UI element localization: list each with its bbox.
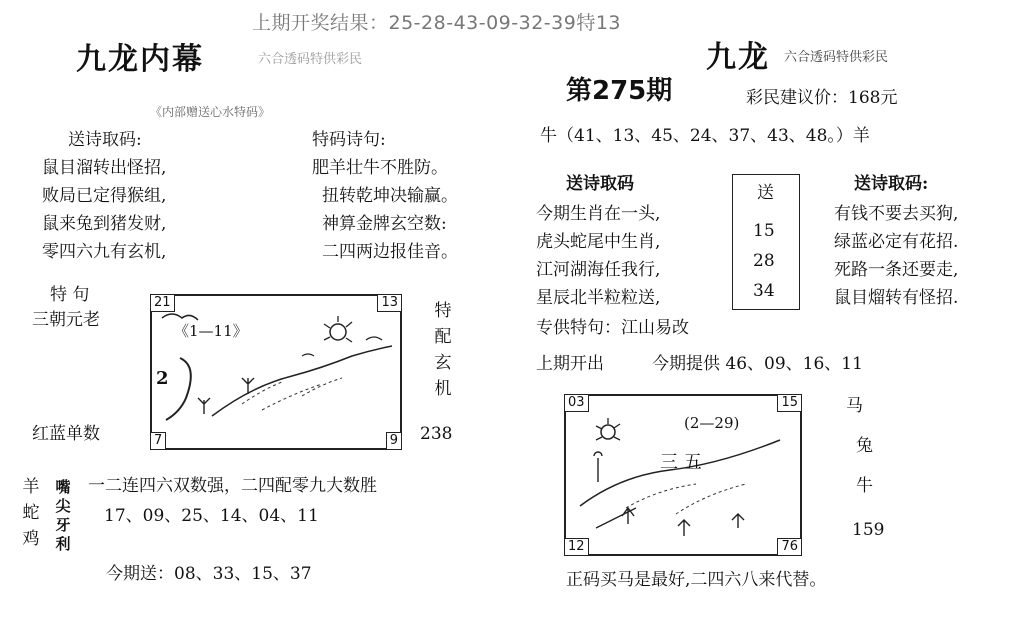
vertical-special-label: 特配玄机 [434, 301, 452, 399]
right-poem2-line-4: 鼠目熘转有怪招. [834, 288, 959, 308]
left-poem-heading: 送诗取码: [68, 130, 142, 150]
suggested-price: 彩民建议价：168元 [746, 88, 898, 108]
send-box-label: 送 [757, 183, 774, 203]
left-panel-corner-tl: 21 [150, 294, 175, 312]
left-note: 《内部赠送心水特码》 [150, 105, 271, 119]
left-panel-corner-br: 9 [386, 432, 402, 450]
right-poem2-heading: 送诗取码: [854, 174, 929, 194]
side-value: 159 [852, 520, 885, 540]
special-label: 特 句 [50, 285, 90, 305]
right-poem2-line-3: 死路一条还要走, [834, 260, 959, 280]
right-poem2-line-2: 绿蓝必定有花招. [834, 232, 959, 252]
send-number-box [732, 174, 800, 310]
right-panel-formula: (2—29) [684, 414, 740, 432]
right-panel-mid-text: 三 五 [660, 452, 702, 473]
right-poem-heading: 送诗取码 [566, 174, 634, 194]
side-zodiac-2: 兔 [856, 436, 873, 456]
right-special-line: 专供特句：江山易改 [536, 318, 689, 338]
strong-line: 一二连四六双数强，二四配零九大数胜 [88, 476, 377, 496]
zodiac-item: 羊 [22, 477, 40, 497]
right-poem2-line-1: 有钱不要去买狗, [834, 204, 959, 224]
last-draw-label: 上期开出 [536, 354, 604, 374]
left-special-poem-line-3: 神算金牌玄空数: [322, 214, 447, 234]
left-panel-formula: 《1—11》 [174, 322, 248, 340]
color-value: 238 [420, 424, 453, 444]
send-box-number: 28 [753, 251, 775, 271]
tooth-label: 嘴尖牙利 [55, 478, 71, 553]
left-send-line: 今期送：08、33、15、37 [106, 564, 312, 584]
right-poem-line-2: 虎头蛇尾中生肖, [536, 232, 661, 252]
right-panel-corner-tl: 03 [564, 394, 589, 412]
left-special-poem-line-2: 扭转乾坤决输赢。 [322, 186, 458, 206]
ox-goat-line: 牛（41、13、45、24、37、43、48。）羊 [540, 126, 870, 146]
color-label: 红蓝单数 [32, 424, 100, 444]
right-poem-line-4: 星辰北半粒粒送, [536, 288, 661, 308]
right-panel-corner-tr: 15 [777, 394, 802, 412]
left-poem-line-1: 鼠目溜转出怪招, [42, 158, 167, 178]
right-subtitle: 六合透码特供彩民 [784, 50, 889, 65]
left-special-poem-heading: 特码诗句: [312, 130, 386, 150]
right-sketch [566, 396, 800, 554]
send-box-number: 15 [753, 221, 775, 241]
left-numbers-line: 17、09、25、14、04、11 [104, 506, 319, 526]
left-zodiac-list [20, 474, 42, 552]
provide-line: 今期提供 46、09、16、11 [652, 354, 863, 374]
left-sketch [152, 296, 400, 448]
left-panel-corner-bl: 7 [150, 432, 166, 450]
left-poem-line-2: 败局已定得猴组, [42, 186, 167, 206]
left-title: 九龙内幕 [76, 42, 204, 77]
side-zodiac-3: 牛 [856, 476, 873, 496]
left-poem-line-4: 零四六九有玄机, [42, 242, 167, 262]
right-picture-panel [564, 394, 802, 556]
left-picture-panel [150, 294, 402, 450]
previous-result-banner: 上期开奖结果：25-28-43-09-32-39特13 [252, 12, 622, 34]
side-zodiac-1: 马 [846, 396, 863, 416]
right-footer-line: 正码买马是最好,二四六八来代替。 [566, 570, 827, 590]
zodiac-item: 鸡 [22, 529, 40, 549]
right-poem-line-3: 江河湖海任我行, [536, 260, 661, 280]
zodiac-item: 蛇 [22, 503, 40, 523]
left-panel-mid-number: 2 [156, 368, 169, 389]
left-special-poem-line-1: 肥羊壮牛不胜防。 [312, 158, 448, 178]
right-poem-line-1: 今期生肖在一头, [536, 204, 661, 224]
left-special-poem-line-4: 二四两边报佳音。 [322, 242, 458, 262]
special-text: 三朝元老 [32, 310, 100, 330]
right-title: 九龙 [706, 40, 770, 75]
left-poem-line-3: 鼠来兔到猪发财, [42, 214, 167, 234]
left-subtitle: 六合透码特供彩民 [258, 52, 363, 67]
left-panel-corner-tr: 13 [377, 294, 402, 312]
issue-number: 第275期 [566, 76, 673, 106]
send-box-number: 34 [753, 281, 775, 301]
right-panel-corner-br: 76 [777, 538, 802, 556]
right-panel-corner-bl: 12 [564, 538, 589, 556]
